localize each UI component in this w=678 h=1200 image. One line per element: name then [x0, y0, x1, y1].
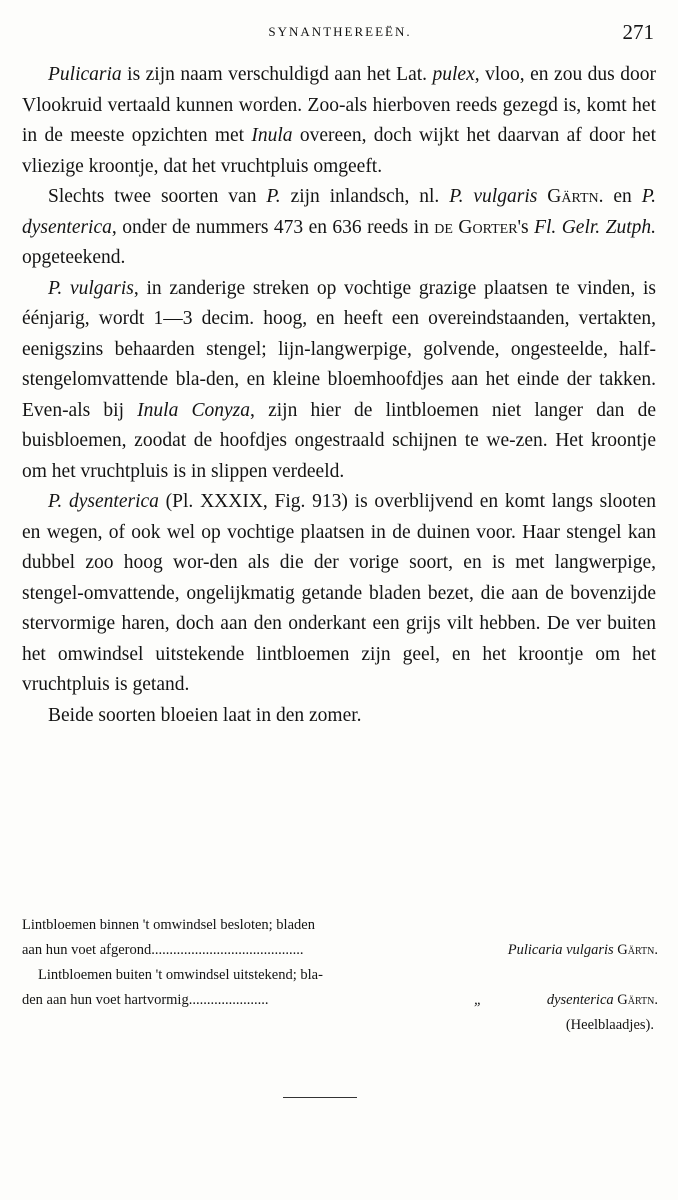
- species-name: Pulicaria vulgaris: [507, 942, 614, 958]
- text-run: en: [603, 186, 642, 207]
- key-text: den aan hun voet hartvormig: [22, 992, 189, 1008]
- author-name: Gärtn.: [613, 942, 658, 958]
- text-run: 's: [517, 216, 535, 238]
- paragraph-species-count: [22, 182, 656, 274]
- text-run: [537, 186, 547, 207]
- key-note: (Heelblaadjes).: [565, 1017, 654, 1033]
- page-header: [26, 20, 654, 46]
- key-row: [22, 938, 658, 963]
- paragraph-p-vulgaris: [22, 274, 656, 488]
- identification-key: [22, 913, 658, 1038]
- text-run: (Pl. XXXIX, Fig. 913) is overblijvend en komt langs slooten en wegen, of ook wel op vochtige plaatsen in de duinen voor. Haar stengel kan dubbel zoo hoog wor-den als die der vorige soort, en is met langwerpige, stengel-omvattende, ongelijkmatig getande bladen bezet, die aan de bovenzijde stervormige haren, doch aan den onderkant een grijs vilt hebben. De ver buiten het omwindsel uitstekende lintbloemen zijn geel, en het kroontje om het vruchtpluis is getand.: [22, 491, 656, 695]
- species-name: P. vulgaris: [48, 277, 134, 299]
- key-text: aan hun voet afgerond: [22, 942, 152, 958]
- text-run: , in zanderige streken op vochtige grazige plaatsen te vinden, is éénjarig, wordt 1—3 decim. hoog, en heeft een overeindstaanden, vertakten, eenigszins behaarden stengel; lijn-langwerpige, golvende, ongesteelde, half-stengelomvattende bla-den, en kleine bloemhoofdjes aan het einde der takken. Even-als bij: [22, 277, 656, 421]
- text-run: Beide soorten bloeien laat in den zomer.: [48, 704, 362, 726]
- genus-name: Pulicaria: [48, 64, 122, 85]
- text-run: , zijn hier de lintbloemen niet langer dan de buisbloemen, zoodat de hoofdjes ongestraald schijnen te we-zen. Het kroontje om het vruchtpluis is in slippen verdeeld.: [22, 399, 656, 482]
- key-result: [547, 988, 658, 1013]
- key-row: [22, 988, 658, 1013]
- text-run: opgeteekend.: [22, 247, 126, 268]
- text-run: is zijn naam verschuldigd aan het Lat.: [121, 64, 433, 85]
- page-number: 271: [622, 20, 654, 44]
- species-name: P. vulgaris: [449, 186, 538, 207]
- author-name: de Gorter: [434, 216, 518, 238]
- text-run: Slechts twee soorten van: [48, 186, 267, 207]
- key-row: [22, 913, 658, 938]
- key-row: [22, 963, 658, 988]
- author-name: Gärtn.: [547, 186, 604, 207]
- species-name: P. dysenterica: [48, 491, 159, 512]
- leader-dots: ..........................................: [151, 942, 304, 958]
- ditto-mark: „: [474, 992, 483, 1008]
- running-title: SYNANTHEREEËN.: [268, 24, 412, 39]
- key-result: [508, 938, 658, 963]
- species-name: dysenterica: [546, 992, 614, 1008]
- author-name: Gärtn.: [613, 992, 658, 1008]
- text-run: , onder de nummers 473 en 636 reeds in: [111, 216, 435, 238]
- text-run: overeen, doch wijkt het daarvan af door het vliezige kroontje, dat het vruchtpluis omgeeft.: [22, 125, 656, 177]
- closing-rule: [283, 1097, 357, 1098]
- genus-name: Inula: [251, 125, 293, 146]
- latin-word: pulex: [432, 64, 475, 85]
- paragraph-flowering: [22, 701, 656, 732]
- species-name: P. dysenterica: [22, 186, 657, 238]
- key-text: Lintbloemen buiten 't omwindsel uitstekend; bla-: [38, 967, 323, 983]
- paragraph-pulicaria-intro: [22, 60, 656, 182]
- book-title: Fl. Gelr. Zutph.: [534, 216, 656, 238]
- leader-dots: ......................: [188, 992, 269, 1008]
- key-text: Lintbloemen binnen 't omwindsel besloten; bladen: [22, 917, 315, 933]
- text-run: zijn inlandsch, nl.: [280, 186, 450, 207]
- genus-abbrev: P.: [266, 186, 281, 207]
- body-text: [22, 60, 656, 731]
- paragraph-p-dysenterica: [22, 487, 656, 701]
- key-row: [22, 1013, 658, 1038]
- text-run: , vloo, en zou dus door Vlookruid vertaald kunnen worden. Zoo-als hierboven reeds gezegd is, komt het in de meeste opzichten met: [22, 64, 656, 146]
- species-name: Inula Conyza: [137, 399, 251, 421]
